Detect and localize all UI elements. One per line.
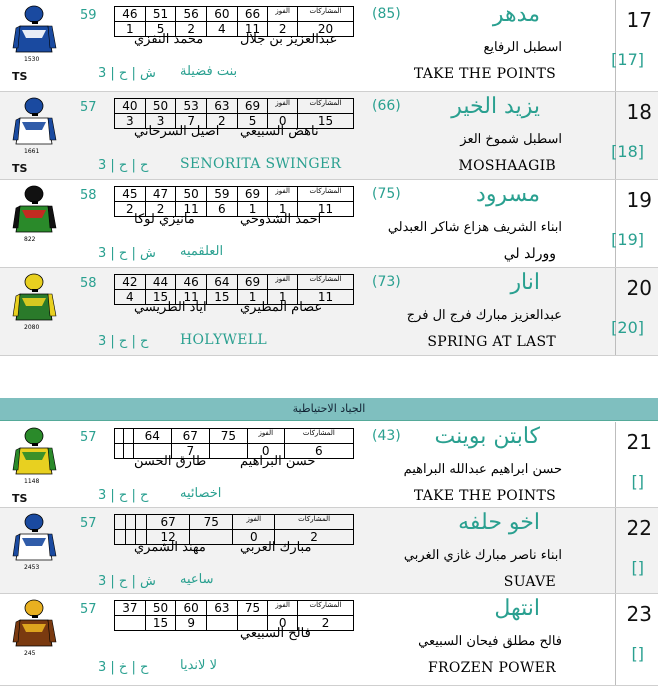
recent-rating: 60 (207, 7, 238, 22)
recent-rating: 45 (115, 187, 146, 202)
recent-place (115, 444, 124, 459)
recent-rating: 47 (145, 187, 176, 202)
bracket-number: [18] (611, 142, 644, 161)
recent-place: 11 (176, 290, 207, 305)
trainer-name: عصام المطيري (240, 300, 323, 315)
runs-count: 2 (298, 616, 354, 631)
form-table (114, 600, 354, 631)
owner-name: حسن ابراهيم عبدالله البراهيم (403, 462, 562, 477)
recent-rating: 50 (176, 187, 207, 202)
dam-name: بنت فضيلة (180, 64, 238, 79)
runner-number: 20 (626, 276, 652, 300)
ts-mark: TS (12, 70, 28, 83)
recent-place: 15 (207, 290, 238, 305)
trainer-name: عبدالعزيز بن جلال (240, 32, 338, 47)
recent-rating: 69 (237, 275, 268, 290)
recent-place: 11 (176, 202, 207, 217)
silk-number: 245 (24, 650, 36, 657)
horse-name[interactable]: انار (510, 270, 540, 295)
ts-mark: TS (12, 162, 28, 175)
owner-name: ابناء ناصر مبارك غازي الغربي (403, 548, 562, 563)
wins-count: 0 (247, 444, 284, 459)
recent-rating: 56 (176, 7, 207, 22)
jockey-name: اياد الطريسي (134, 300, 207, 315)
runner-row[interactable] (0, 508, 658, 594)
recent-place (136, 530, 147, 545)
carried-weight: 57 (80, 516, 97, 531)
runner-number: 17 (626, 8, 652, 32)
horse-rating: (75) (372, 186, 401, 202)
recent-rating: 37 (115, 601, 146, 616)
recent-place: 2 (207, 114, 238, 129)
wins-header: الفوز (247, 429, 284, 444)
wins-count: 0 (233, 530, 275, 545)
runs-header: المشاركات (298, 601, 354, 616)
carried-weight: 58 (80, 188, 97, 203)
recent-place: 1 (115, 22, 146, 37)
carried-weight: 59 (80, 8, 97, 23)
recent-place (124, 444, 133, 459)
trainer-name: مبارك الغربي (240, 540, 312, 555)
recent-place (207, 616, 238, 631)
trainer-name: فالح السبيعي (240, 626, 311, 641)
dam-name: SENORITA SWINGER (180, 156, 342, 172)
recent-rating (125, 515, 136, 530)
dam-name: العلقميه (180, 244, 224, 259)
recent-rating: 51 (145, 7, 176, 22)
horse-rating: (66) (372, 98, 401, 114)
carried-weight: 58 (80, 276, 97, 291)
silk-number: 2453 (24, 564, 40, 571)
runs-header: المشاركات (298, 7, 354, 22)
runner-number: 18 (626, 100, 652, 124)
runner-row[interactable] (0, 180, 658, 268)
row-divider (615, 0, 616, 91)
wins-count: 1 (268, 202, 298, 217)
wins-count: 0 (268, 616, 298, 631)
recent-rating: 50 (145, 99, 176, 114)
form-table (114, 98, 354, 129)
row-divider (615, 422, 616, 507)
owner-name: ابناء الشريف هزاع شاكر العبدلي (387, 220, 562, 235)
runs-count: 2 (275, 530, 354, 545)
horse-name[interactable]: مدهر (492, 2, 540, 27)
runner-row[interactable] (0, 594, 658, 686)
runner-row[interactable] (0, 92, 658, 180)
recent-rating (136, 515, 147, 530)
recent-place (125, 530, 136, 545)
recent-place: 3 (115, 114, 146, 129)
owner-name: فالح مطلق فيحان السبيعي (418, 634, 562, 649)
runs-header: المشاركات (298, 275, 354, 290)
recent-rating: 44 (145, 275, 176, 290)
sire-name: FROZEN POWER (427, 660, 556, 676)
bracket-number: [] (631, 644, 644, 663)
recent-place: 6 (207, 202, 238, 217)
runs-header: المشاركات (298, 187, 354, 202)
recent-rating: 75 (209, 429, 247, 444)
jockey-name: محمد النفزي (134, 32, 204, 47)
jockey-name: اصيل السرحاني (134, 124, 220, 139)
recent-rating: 69 (237, 99, 268, 114)
horse-name[interactable]: كابتن بوينت (434, 424, 540, 449)
recent-rating (124, 429, 133, 444)
reserve-header: الجياد الاحتياطية (292, 402, 366, 415)
recent-place (115, 616, 146, 631)
form-code: 3 | ح | خ (98, 660, 149, 675)
form-code: 3 | ش | ح (98, 574, 156, 589)
recent-rating: 63 (207, 601, 238, 616)
wins-header: الفوز (268, 187, 298, 202)
silk-number: 1530 (24, 56, 40, 63)
wins-count: 0 (268, 114, 298, 129)
runs-header: المشاركات (284, 429, 353, 444)
sire-name: TAKE THE POINTS (413, 66, 556, 82)
recent-rating: 69 (237, 187, 268, 202)
recent-place: 5 (237, 114, 268, 129)
runner-number: 21 (626, 430, 652, 454)
horse-rating: (85) (372, 6, 401, 22)
recent-place: 11 (237, 22, 268, 37)
recent-rating: 53 (176, 99, 207, 114)
form-table (114, 274, 354, 305)
wins-header: الفوز (268, 7, 298, 22)
bracket-number: [20] (611, 318, 644, 337)
trainer-name: حسن البراهيم (240, 454, 316, 469)
recent-place: 9 (176, 616, 207, 631)
recent-rating: 46 (115, 7, 146, 22)
recent-rating: 67 (146, 515, 189, 530)
sire-name: وورلد لي (503, 246, 556, 262)
silk-number: 2080 (24, 324, 40, 331)
wins-header: الفوز (268, 275, 298, 290)
recent-rating: 50 (145, 601, 176, 616)
sire-name: SPRING AT LAST (427, 334, 556, 350)
silk-number: 1661 (24, 148, 40, 155)
horse-rating: (43) (372, 428, 401, 444)
wins-header: الفوز (268, 99, 298, 114)
horse-name[interactable]: انتهل (494, 596, 540, 621)
recent-place: 2 (176, 22, 207, 37)
recent-rating: 46 (176, 275, 207, 290)
horse-name[interactable]: مسرود (476, 182, 540, 207)
recent-place: 5 (145, 22, 176, 37)
recent-place (190, 530, 233, 545)
sire-name: TAKE THE POINTS (413, 488, 556, 504)
owner-name: عبدالعزيز مبارك فرج ال فرج (406, 308, 562, 323)
recent-rating: 40 (115, 99, 146, 114)
carried-weight: 57 (80, 430, 97, 445)
owner-name: اسطبل الرفايع (483, 40, 562, 55)
bracket-number: [] (631, 472, 644, 491)
form-table (114, 514, 354, 545)
silk-number: 822 (24, 236, 36, 243)
trainer-name: ناهض السبيعي (240, 124, 319, 139)
form-code: ح | ح | 3 (98, 334, 149, 349)
recent-rating: 63 (207, 99, 238, 114)
row-divider (615, 508, 616, 593)
row-divider (615, 594, 616, 685)
sire-name: MOSHAAGIB (458, 158, 556, 174)
jockey-name: مانيزي لوكا (134, 212, 195, 227)
horse-name[interactable]: اخو حلفه (458, 510, 540, 535)
recent-rating: 59 (207, 187, 238, 202)
recent-rating: 75 (190, 515, 233, 530)
ts-mark: TS (12, 492, 28, 505)
trainer-name: احمد الشدوخي (240, 212, 322, 227)
runs-count: 11 (298, 290, 354, 305)
wins-count: 2 (268, 22, 298, 37)
recent-place: 7 (171, 444, 209, 459)
recent-rating: 60 (176, 601, 207, 616)
runs-header: المشاركات (298, 99, 354, 114)
row-divider (615, 268, 616, 355)
recent-place: 4 (207, 22, 238, 37)
recent-rating: 67 (171, 429, 209, 444)
row-divider (615, 180, 616, 267)
runs-count: 20 (298, 22, 354, 37)
horse-rating: (73) (372, 274, 401, 290)
wins-header: الفوز (268, 601, 298, 616)
row-divider (615, 92, 616, 179)
recent-place: 12 (146, 530, 189, 545)
jockey-name: مهند الشمري (134, 540, 206, 555)
recent-rating: 66 (237, 7, 268, 22)
dam-name: ساعيه (180, 572, 214, 587)
recent-rating: 42 (115, 275, 146, 290)
recent-place: 3 (145, 114, 176, 129)
runner-row[interactable] (0, 422, 658, 508)
recent-place: 1 (237, 290, 268, 305)
carried-weight: 57 (80, 100, 97, 115)
form-code: 3 | ش | ح (98, 246, 156, 261)
wins-header: الفوز (233, 515, 275, 530)
recent-place (115, 530, 126, 545)
bracket-number: [19] (611, 230, 644, 249)
recent-place (237, 616, 268, 631)
dam-name: HOLYWELL (180, 332, 267, 348)
recent-rating: 64 (207, 275, 238, 290)
bracket-number: [17] (611, 50, 644, 69)
form-table (114, 428, 354, 459)
recent-place (209, 444, 247, 459)
runner-number: 22 (626, 516, 652, 540)
sire-name: SUAVE (503, 574, 556, 590)
carried-weight: 57 (80, 602, 97, 617)
runs-count: 15 (298, 114, 354, 129)
runs-count: 6 (284, 444, 353, 459)
recent-rating (115, 515, 126, 530)
runs-header: المشاركات (275, 515, 354, 530)
horse-name[interactable]: يزيد الخير (451, 94, 540, 119)
wins-count: 1 (268, 290, 298, 305)
runner-number: 23 (626, 602, 652, 626)
recent-rating: 64 (133, 429, 171, 444)
recent-rating (115, 429, 124, 444)
bracket-number: [] (631, 558, 644, 577)
recent-place: 1 (237, 202, 268, 217)
recent-place: 2 (145, 202, 176, 217)
form-code: ح | ح | 3 (98, 158, 149, 173)
recent-rating: 75 (237, 601, 268, 616)
owner-name: اسطبل شموخ العز (460, 132, 562, 147)
form-table (114, 6, 354, 37)
form-table (114, 186, 354, 217)
recent-place: 15 (145, 616, 176, 631)
runner-row[interactable] (0, 0, 658, 92)
runner-number: 19 (626, 188, 652, 212)
jockey-name: طارق الحسن (134, 454, 207, 469)
recent-place: 4 (115, 290, 146, 305)
recent-place: 2 (115, 202, 146, 217)
recent-place (133, 444, 171, 459)
runs-count: 11 (298, 202, 354, 217)
runner-row[interactable] (0, 268, 658, 356)
form-code: ح | ح | 3 (98, 488, 149, 503)
reserve-banner (0, 398, 658, 421)
dam-name: لا لانديا (180, 658, 217, 673)
recent-place: 15 (145, 290, 176, 305)
dam-name: اخصائيه (180, 486, 222, 501)
recent-place: 7 (176, 114, 207, 129)
form-code: 3 | ش | ح (98, 66, 156, 81)
silk-number: 1148 (24, 478, 40, 485)
